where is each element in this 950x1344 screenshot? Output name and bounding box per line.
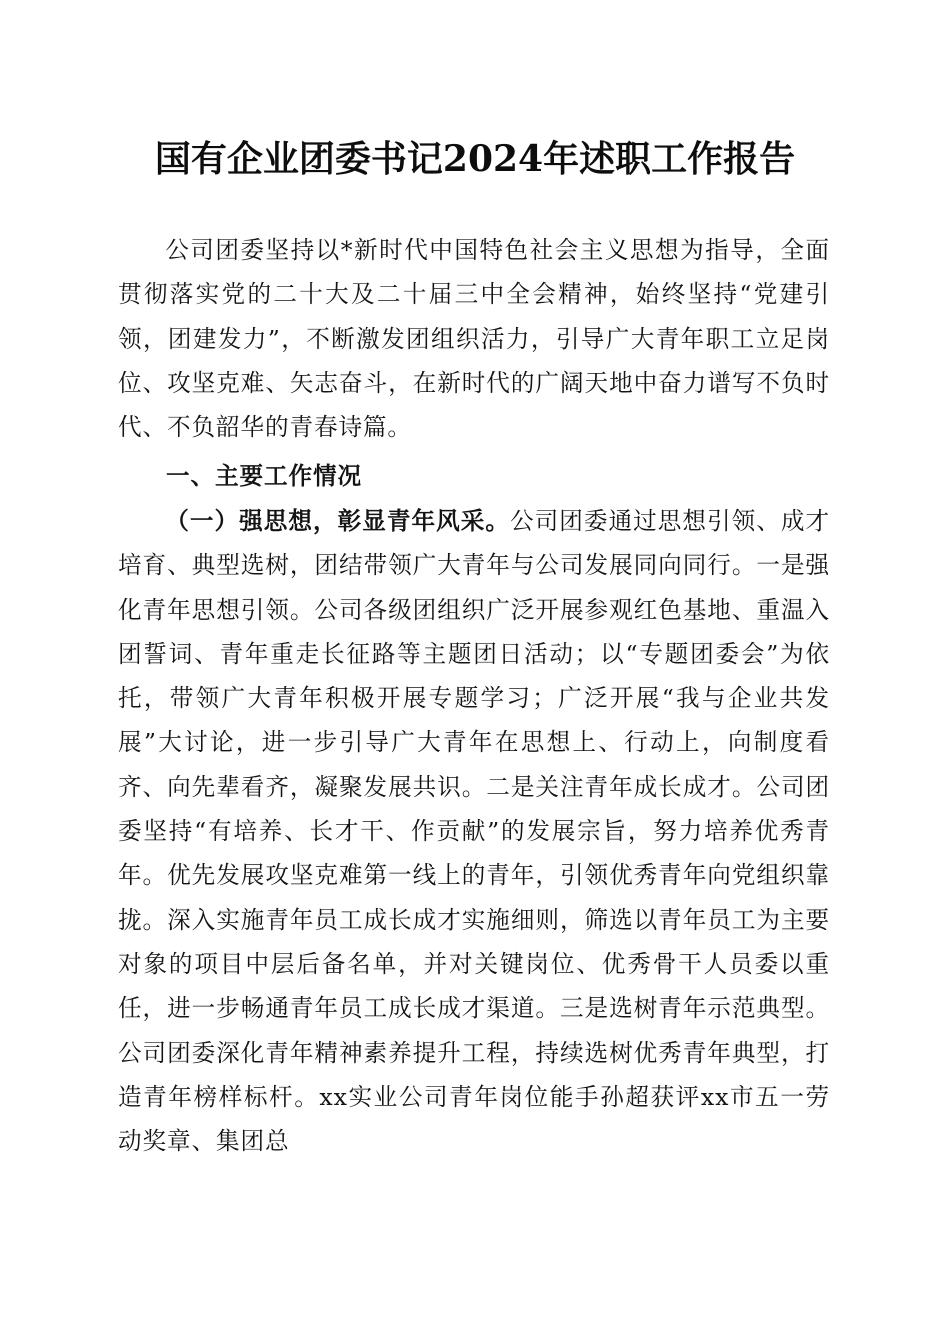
section-heading: 一、主要工作情况	[166, 462, 362, 490]
subsection-paragraph	[118, 499, 830, 1163]
intro-paragraph-block	[118, 228, 830, 449]
subsection-lead: （一）强思想，彰显青年风采。	[165, 507, 510, 535]
intro-paragraph: 公司团委坚持以*新时代中国特色社会主义思想为指导，全面贯彻落实党的二十大及二十届三中全会精神，始终坚持“党建引领，团建发力”，不断激发团组织活力，引导广大青年职工立足岗位、攻坚克难、矢志奋斗，在新时代的广阔天地中奋力谱写不负时代、不负韶华的青春诗篇。	[118, 236, 830, 442]
subsection-body: 公司团委通过思想引领、成才培育、典型选树，团结带领广大青年与公司发展同向同行。一是强化青年思想引领。公司各级团组织广泛开展参观红色基地、重温入团誓词、青年重走长征路等主题团日活动；以“专题团委会”为依托，带领广大青年积极开展专题学习；广泛开展“我与企业共发展”大讨论，进一步引导广大青年在思想上、行动上，向制度看齐、向先辈看齐，凝聚发展共识。二是关注青年成长成才。公司团委坚持“有培养、长才干、作贡献”的发展宗旨，努力培养优秀青年。优先发展攻坚克难第一线上的青年，引领优秀青年向党组织靠拢。深入实施青年员工成长成才实施细则，筛选以青年员工为主要对象的项目中层后备名单，并对关键岗位、优秀骨干人员委以重任，进一步畅通青年员工成长成才渠道。三是选树青年示范典型。公司团委深化青年精神素养提升工程，持续选树优秀青年典型，打造青年榜样标杆。xx实业公司青年岗位能手孙超获评xx市五一劳动奖章、集团总	[118, 507, 830, 1156]
subsection-paragraph-block	[118, 499, 830, 1163]
document-title: 国有企业团委书记2024年述职工作报告	[154, 138, 796, 180]
